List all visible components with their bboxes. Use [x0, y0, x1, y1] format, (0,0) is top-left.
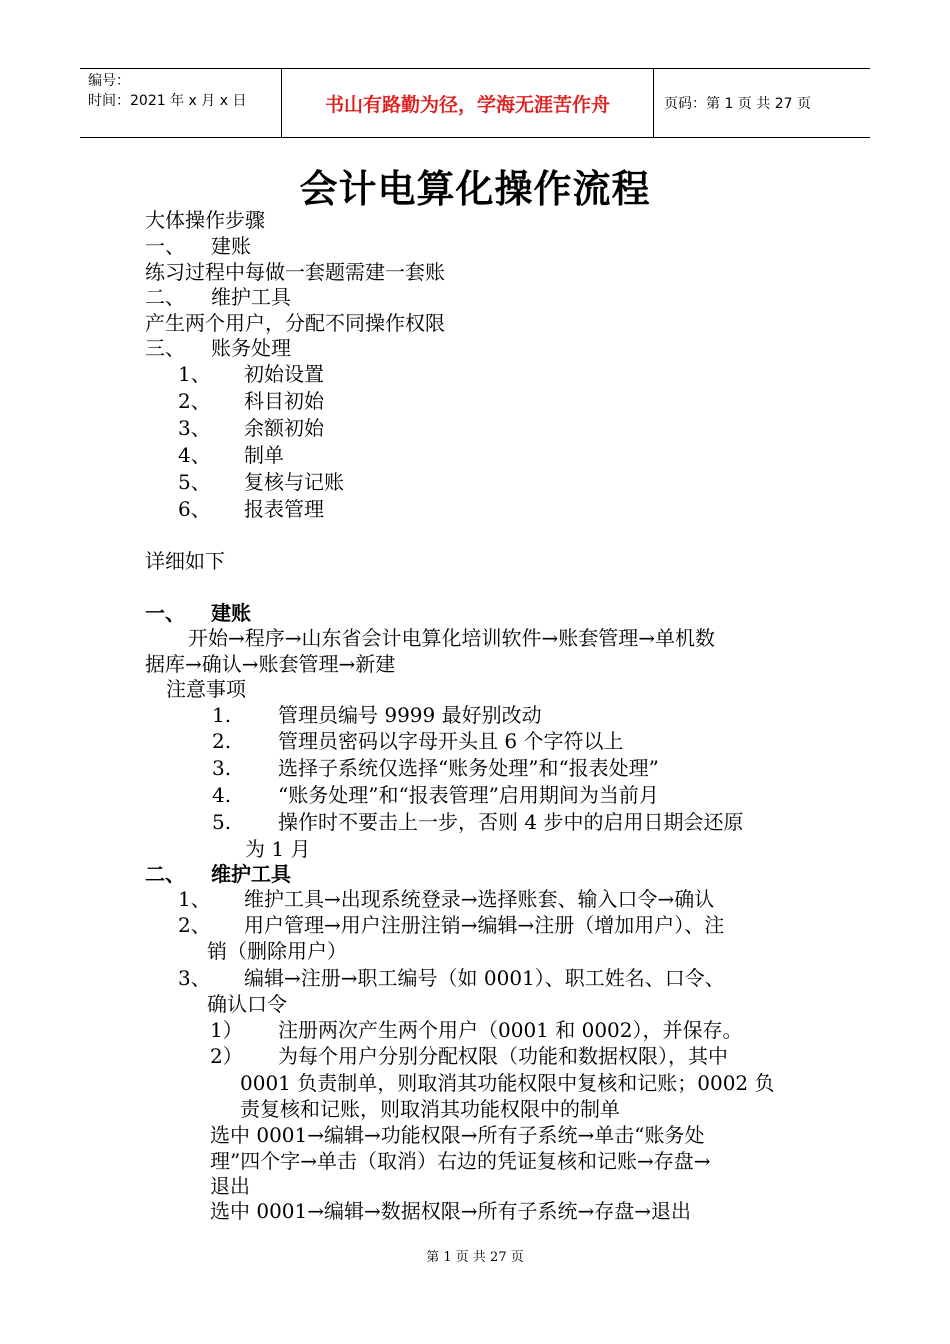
document-header	[80, 68, 870, 138]
item-text: 维护工具→出现系统登录→选择账套、输入口令→确认	[244, 887, 715, 911]
note-text: 操作时不要击上一步，否则 4 步中的启用日期会还原	[278, 810, 744, 834]
page-footer: 第 1 页 共 27 页	[426, 1250, 524, 1265]
section-2-item-3-cont: 确认口令	[207, 992, 287, 1016]
section-title: 建账	[211, 601, 251, 625]
list-item	[178, 361, 324, 387]
note-text: 选择子系统仅选择“账务处理”和“报表处理”	[278, 756, 659, 780]
note-item	[212, 755, 659, 781]
note-item	[212, 728, 623, 754]
details-heading: 详细如下	[145, 549, 225, 573]
section-1-path-2: 据库→确认→账套管理→新建	[145, 652, 396, 676]
item-text: 制单	[244, 443, 284, 467]
notes-heading: 注意事项	[166, 677, 246, 701]
note-item	[212, 782, 659, 808]
list-item	[178, 496, 324, 522]
item-number: 2、	[178, 913, 211, 937]
sub-item-2-cont-2: 责复核和记账，则取消其功能权限中的制单	[240, 1097, 620, 1121]
operation-1-line-3: 退出	[210, 1174, 250, 1198]
item-number: 1、	[178, 362, 211, 386]
item-number: 6、	[178, 497, 211, 521]
item-text: 报表管理	[244, 497, 324, 521]
item-text: 初始设置	[244, 362, 324, 386]
sub-number: 1）	[210, 1018, 243, 1042]
step-title: 建账	[211, 234, 251, 258]
note-continuation: 为 1 月	[245, 837, 311, 861]
item-text: 用户管理→用户注册注销→编辑→注册（增加用户）、注	[244, 913, 725, 937]
section-1-heading	[145, 600, 251, 626]
code-label: 编号：	[88, 73, 130, 89]
note-item	[212, 702, 542, 728]
header-meta	[80, 69, 282, 137]
section-number: 一、	[145, 601, 185, 625]
header-page-info	[654, 69, 870, 137]
section-2-item-2-cont: 销（删除用户）	[207, 939, 347, 963]
item-text: 余额初始	[244, 416, 324, 440]
section-number: 二、	[145, 862, 185, 886]
step-title: 维护工具	[211, 285, 291, 309]
note-number: 5.	[212, 810, 232, 834]
note-number: 1.	[212, 703, 232, 727]
item-text: 编辑→注册→职工编号（如 0001）、职工姓名、口令、	[244, 966, 725, 990]
sub-text: 为每个用户分别分配权限（功能和数据权限），其中	[278, 1044, 728, 1068]
overview-step-2-desc: 产生两个用户，分配不同操作权限	[145, 311, 445, 335]
time-label: 时间：2021 年 x 月 x 日	[88, 93, 247, 109]
item-number: 4、	[178, 443, 211, 467]
list-item	[178, 442, 284, 468]
item-number: 3、	[178, 416, 211, 440]
operation-1-line-2: 理”四个字→单击（取消）右边的凭证复核和记账→存盘→	[210, 1149, 711, 1173]
header-motto: 书山有路勤为径，学海无涯苦作舟	[324, 93, 610, 116]
note-item	[212, 809, 743, 835]
sub-item-2-cont-1: 0001 负责制单，则取消其功能权限中复核和记账；0002 负	[240, 1071, 775, 1095]
note-text: “账务处理”和“报表管理”启用期间为当前月	[278, 783, 659, 807]
section-2-item-2	[178, 912, 724, 938]
operation-2-line-1: 选中 0001→编辑→数据权限→所有子系统→存盘→退出	[210, 1199, 692, 1223]
section-title: 维护工具	[211, 862, 291, 886]
overview-step-2	[145, 284, 291, 310]
operation-1-line-1: 选中 0001→编辑→功能权限→所有子系统→单击“账务处	[210, 1123, 705, 1147]
item-number: 5、	[178, 470, 211, 494]
item-text: 科目初始	[244, 389, 324, 413]
overview-step-3	[145, 335, 291, 361]
list-item	[178, 469, 344, 495]
header-motto-cell	[282, 69, 654, 137]
note-number: 3.	[212, 756, 232, 780]
overview-step-1-desc: 练习过程中每做一套题需建一套账	[145, 260, 445, 284]
list-item	[178, 415, 324, 441]
note-text: 管理员编号 9999 最好别改动	[278, 703, 542, 727]
sub-number: 2）	[210, 1044, 243, 1068]
note-number: 2.	[212, 729, 232, 753]
page-title: 会计电算化操作流程	[299, 167, 651, 211]
sub-text: 注册两次产生两个用户（0001 和 0002），并保存。	[278, 1018, 743, 1042]
item-number: 1、	[178, 887, 211, 911]
overview-step-1	[145, 233, 251, 259]
sub-item-1	[210, 1017, 743, 1043]
overview-heading: 大体操作步骤	[145, 208, 265, 232]
item-number: 3、	[178, 966, 211, 990]
section-2-item-3	[178, 965, 725, 991]
step-number: 三、	[145, 336, 185, 360]
note-number: 4.	[212, 783, 232, 807]
sub-item-2	[210, 1043, 728, 1069]
step-title: 账务处理	[211, 336, 291, 360]
item-number: 2、	[178, 389, 211, 413]
page-info: 页码：第 1 页 共 27 页	[664, 96, 811, 112]
note-text: 管理员密码以字母开头且 6 个字符以上	[278, 729, 624, 753]
section-1-path-1: 开始→程序→山东省会计电算化培训软件→账套管理→单机数	[188, 626, 716, 650]
list-item	[178, 388, 324, 414]
step-number: 二、	[145, 285, 185, 309]
step-number: 一、	[145, 234, 185, 258]
section-2-item-1	[178, 886, 714, 912]
section-2-heading	[145, 861, 291, 887]
item-text: 复核与记账	[244, 470, 344, 494]
